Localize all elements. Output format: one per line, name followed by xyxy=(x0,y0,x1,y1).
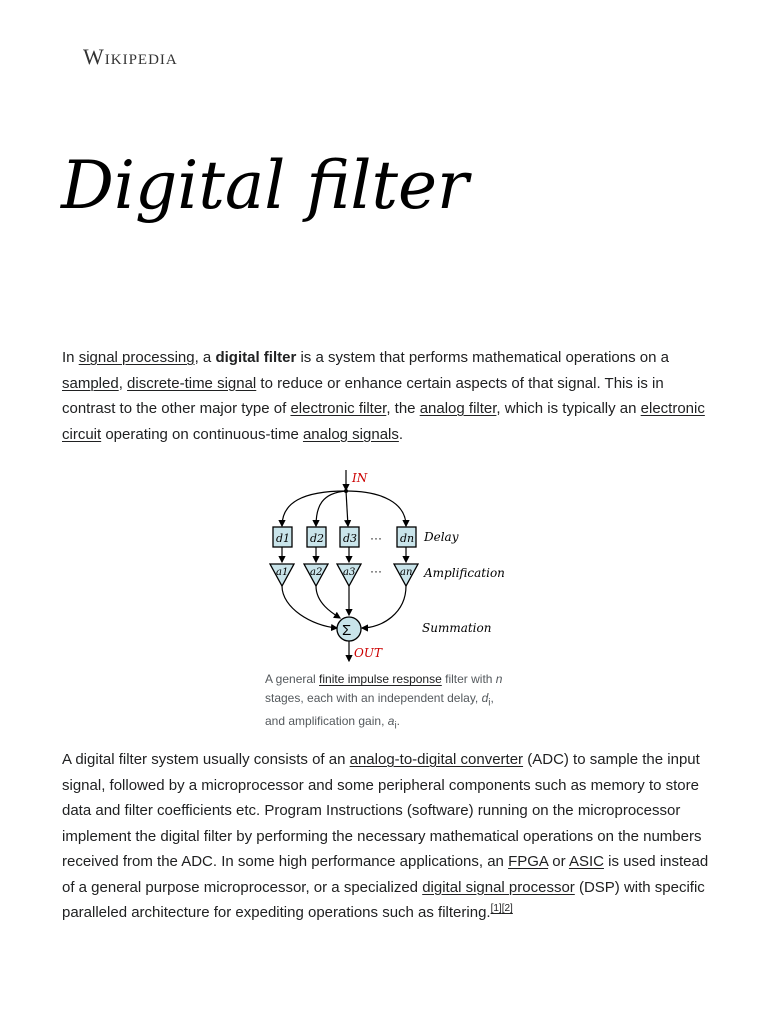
fir-filter-diagram[interactable] xyxy=(262,468,512,668)
link-electronic-filter[interactable]: electronic filter xyxy=(290,400,387,417)
svg-text:a3: a3 xyxy=(343,567,356,578)
svg-text:Σ: Σ xyxy=(342,622,352,639)
link-asic[interactable]: ASIC xyxy=(568,853,604,870)
branch-3 xyxy=(346,491,348,526)
link-finite-impulse-response[interactable]: finite impulse response xyxy=(319,672,442,686)
delay-box-1 xyxy=(273,527,292,547)
link-electronic-circuit[interactable]: electronic circuit xyxy=(62,400,705,443)
link-signal-processing[interactable]: signal processing xyxy=(78,349,195,366)
amp-triangle-2 xyxy=(304,564,328,586)
branch-n xyxy=(346,491,406,526)
reference-1[interactable]: [1] xyxy=(490,903,502,914)
svg-text:a2: a2 xyxy=(310,567,323,578)
intro-paragraph: In signal processing, a digital filter is a system that performs mathematical operations on a sampled, discrete-time signal to reduce or enhance certain aspects of that signal. This is in contrast to the other major type of electronic filter, the analog filter, which is typically an electronic circuit operating on continuous-time analog signals. xyxy=(62,349,705,443)
summation-node xyxy=(337,617,361,641)
amp-triangle-n xyxy=(394,564,418,586)
delay-label: Delay xyxy=(424,530,459,544)
out-label: OUT xyxy=(354,646,382,660)
link-analog-to-digital-converter[interactable]: analog-to-digital converter xyxy=(349,751,524,768)
delay-box-2 xyxy=(307,527,326,547)
reference-2[interactable]: [2] xyxy=(501,903,513,914)
branch-2 xyxy=(316,491,346,526)
svg-text:d3: d3 xyxy=(343,532,358,545)
link-sampled[interactable]: sampled xyxy=(62,374,119,392)
wikipedia-wordmark[interactable]: Wikipedia xyxy=(83,44,178,69)
body-paragraph: A digital filter system usually consists of an analog-to-digital converter (ADC) to sample the input signal, followed by a microprocessor and some peripheral components such as memory to store data and filter coefficients etc. Program Instructions (software) running on the microprocessor implement the digital filter by performing the necessary mathematical operations on the numbers received from the ADC. In some high performance applications, an FPGA or ASIC is used instead of a general purpose microprocessor, or a specialized digital signal processor (DSP) with specific paralleled architecture for expediting operations such as filtering.[1][2] xyxy=(62,751,709,921)
svg-text:d2: d2 xyxy=(310,532,325,545)
link-discrete-time-signal[interactable]: discrete-time signal xyxy=(127,374,257,392)
svg-text:d1: d1 xyxy=(276,532,291,545)
page-title: Digital filter xyxy=(61,147,469,224)
link-digital-signal-processor[interactable]: digital signal processor xyxy=(422,878,575,896)
summation-label: Summation xyxy=(422,621,492,635)
in-label: IN xyxy=(352,471,368,485)
delay-box-3 xyxy=(340,527,359,547)
link-analog-filter[interactable]: analog filter xyxy=(419,400,497,417)
svg-text:a1: a1 xyxy=(276,567,289,578)
link-analog-signals[interactable]: analog signals xyxy=(302,425,399,443)
link-fpga[interactable]: FPGA xyxy=(508,853,549,870)
figure-caption: A general finite impulse response filter with n stages, each with an independent delay, $d_i$, and amplification gain, $a_i$. xyxy=(265,672,503,732)
svg-text:dn: dn xyxy=(400,532,415,545)
delay-ellipsis: ··· xyxy=(370,531,382,545)
amp-ellipsis: ··· xyxy=(370,564,382,578)
branch-1 xyxy=(282,491,346,526)
svg-text:an: an xyxy=(400,567,413,578)
bold-term: digital filter xyxy=(215,349,297,366)
delay-box-n xyxy=(397,527,416,547)
amp-triangle-3 xyxy=(337,564,361,586)
amp-triangle-1 xyxy=(270,564,294,586)
amplification-label: Amplification xyxy=(424,566,505,580)
